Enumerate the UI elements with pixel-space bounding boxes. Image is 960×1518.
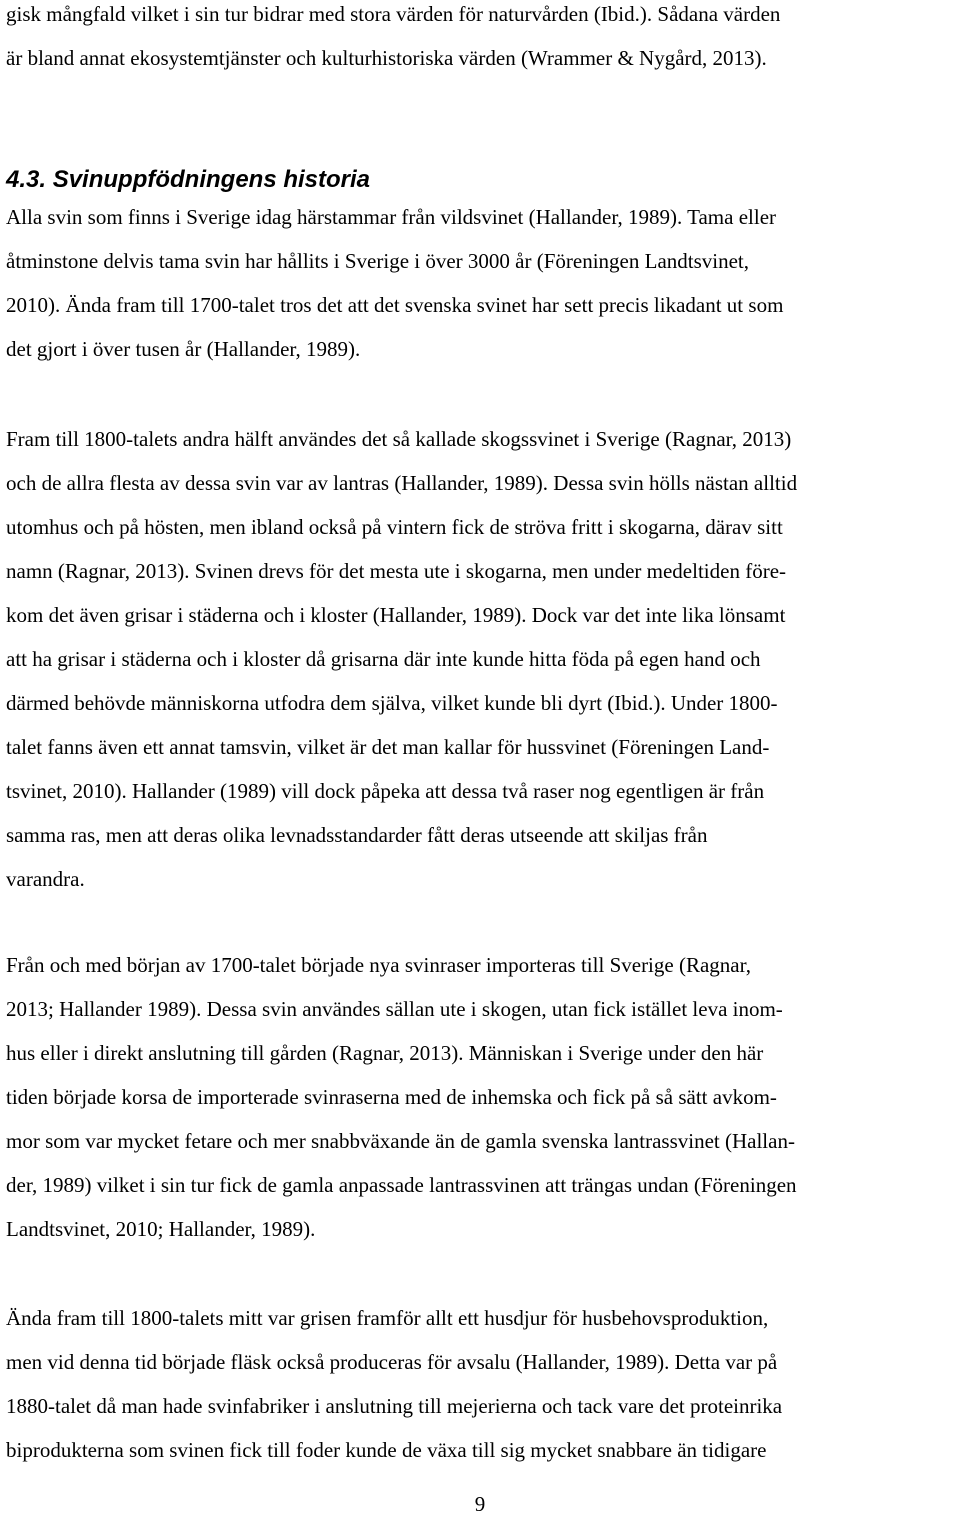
- text-line: tsvinet, 2010). Hallander (1989) vill dock påpeka att dessa två raser nog egentligen är från: [6, 779, 765, 803]
- text-line: att ha grisar i städerna och i kloster då grisarna där inte kunde hitta föda på egen hand och: [6, 647, 761, 671]
- text-line: samma ras, men att deras olika levnadsstandarder fått deras utseende att skiljas från: [6, 823, 708, 847]
- text-line: Landtsvinet, 2010; Hallander, 1989).: [6, 1217, 316, 1241]
- section-heading: 4.3. Svinuppfödningens historia: [6, 166, 371, 193]
- text-line: gisk mångfald vilket i sin tur bidrar med stora värden för naturvården (Ibid.). Sådana värden: [6, 2, 781, 26]
- text-line: tiden började korsa de importerade svinraserna med de inhemska och fick på så sätt avkom-: [6, 1085, 777, 1109]
- text-line: Ända fram till 1800-talets mitt var grisen framför allt ett husdjur för husbehovsproduktion,: [6, 1306, 769, 1330]
- text-line: 2013; Hallander 1989). Dessa svin användes sällan ute i skogen, utan fick istället leva inom-: [6, 997, 783, 1021]
- text-line: 2010). Ända fram till 1700-talet tros det att det svenska svinet har sett precis likadant ut som: [6, 293, 784, 317]
- text-line: kom det även grisar i städerna och i kloster (Hallander, 1989). Dock var det inte lika lönsamt: [6, 603, 786, 627]
- text-line: är bland annat ekosystemtjänster och kulturhistoriska värden (Wrammer & Nygård, 2013).: [6, 46, 767, 70]
- text-line: der, 1989) vilket i sin tur fick de gamla anpassade lantrassvinen att trängas undan (Föreningen: [6, 1173, 797, 1197]
- text-line: namn (Ragnar, 2013). Svinen drevs för det mesta ute i skogarna, men under medeltiden före-: [6, 559, 787, 583]
- text-line: varandra.: [6, 867, 85, 891]
- text-line: det gjort i över tusen år (Hallander, 1989).: [6, 337, 361, 361]
- page-number: 9: [474, 1492, 486, 1516]
- text-line: biprodukterna som svinen fick till foder kunde de växa till sig mycket snabbare än tidigare: [6, 1438, 767, 1462]
- text-line: mor som var mycket fetare och mer snabbväxande än de gamla svenska lantrassvinet (Hallan-: [6, 1129, 795, 1153]
- text-line: Från och med början av 1700-talet började nya svinraser importeras till Sverige (Ragnar,: [6, 953, 752, 977]
- text-line: Alla svin som finns i Sverige idag härstammar från vildsvinet (Hallander, 1989). Tama eller: [6, 205, 777, 229]
- text-line: åtminstone delvis tama svin har hållits i Sverige i över 3000 år (Föreningen Landtsvinet,: [6, 249, 750, 273]
- text-line: talet fanns även ett annat tamsvin, vilket är det man kallar för hussvinet (Föreningen Land-: [6, 735, 770, 759]
- text-line: och de allra flesta av dessa svin var av lantras (Hallander, 1989). Dessa svin hölls nästan alltid: [6, 471, 798, 495]
- text-line: därmed behövde människorna utfodra dem själva, vilket kunde bli dyrt (Ibid.). Under 1800-: [6, 691, 778, 715]
- text-line: utomhus och på hösten, men ibland också på vintern fick de ströva fritt i skogarna, därav sitt: [6, 515, 783, 539]
- text-line: 1880-talet då man hade svinfabriker i anslutning till mejerierna och tack vare det proteinrika: [6, 1394, 783, 1418]
- text-line: men vid denna tid började fläsk också produceras för avsalu (Hallander, 1989). Detta var på: [6, 1350, 778, 1374]
- text-line: Fram till 1800-talets andra hälft användes det så kallade skogssvinet i Sverige (Ragnar, 2013): [6, 427, 792, 451]
- text-line: hus eller i direkt anslutning till gården (Ragnar, 2013). Människan i Sverige under den här: [6, 1041, 764, 1065]
